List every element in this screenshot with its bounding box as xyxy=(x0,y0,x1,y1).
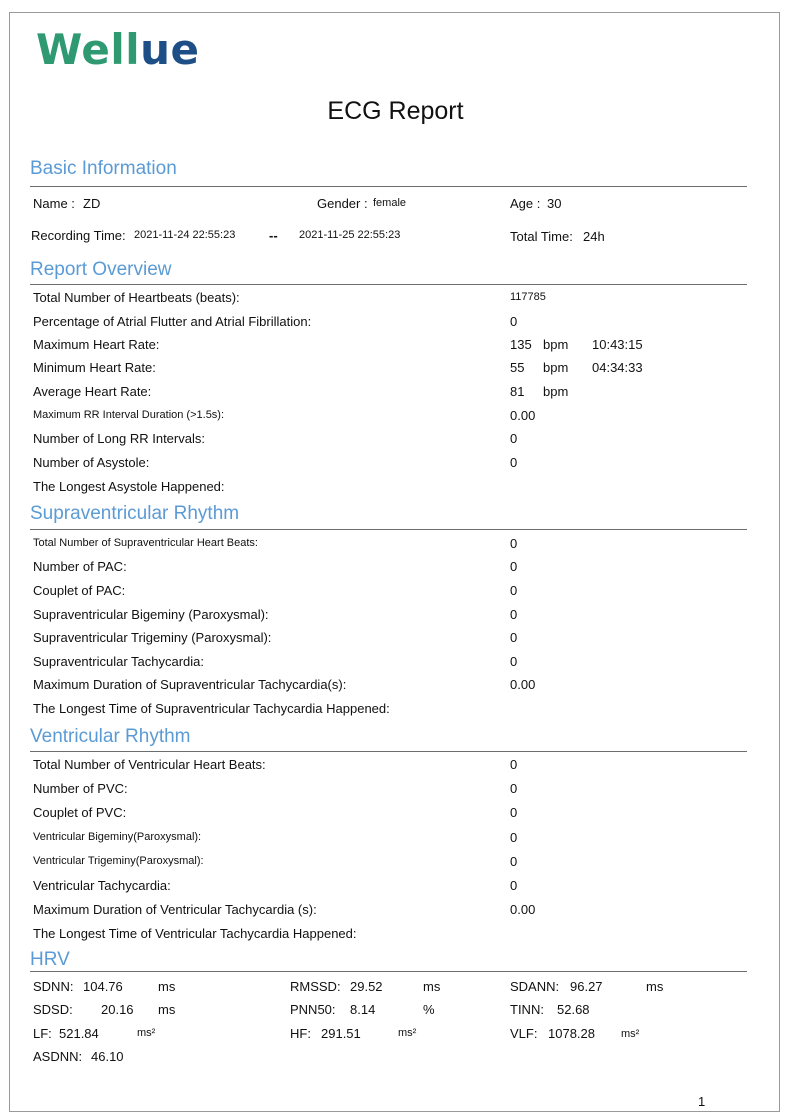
row-label: Total Number of Heartbeats (beats): xyxy=(33,290,240,305)
row-label: Supraventricular Trigeminy (Paroxysmal): xyxy=(33,630,272,645)
name-value: ZD xyxy=(83,196,101,211)
list-item xyxy=(10,583,781,605)
report-overview-heading: Report Overview xyxy=(30,259,172,280)
hf-label: HF: xyxy=(290,1026,311,1041)
vlf-label: VLF: xyxy=(510,1026,538,1041)
supraventricular-heading: Supraventricular Rhythm xyxy=(30,503,240,524)
list-item xyxy=(10,902,781,924)
row-time: 04:34:33 xyxy=(592,360,643,375)
row-label: Supraventricular Bigeminy (Paroxysmal): xyxy=(33,607,269,622)
row-value: 0 xyxy=(510,314,518,329)
name-label: Name : xyxy=(33,196,75,211)
row-value: 0 xyxy=(510,536,518,551)
row-label: The Longest Time of Supraventricular Tachycardia Happened: xyxy=(33,701,390,716)
row-label: Maximum Duration of Supraventricular Tachycardia(s): xyxy=(33,677,347,692)
total-time-value: 24h xyxy=(583,229,605,244)
row-label: Total Number of Ventricular Heart Beats: xyxy=(33,757,266,772)
row-unit: bpm xyxy=(543,384,569,399)
recording-separator: -- xyxy=(269,228,278,243)
sdnn-value: 104.76 xyxy=(83,979,123,994)
list-item xyxy=(10,290,781,312)
list-item xyxy=(10,536,781,558)
page-number: 1 xyxy=(698,1094,706,1109)
row-value: 0 xyxy=(510,607,518,622)
vlf-unit: ms² xyxy=(621,1028,640,1040)
row-label: Minimum Heart Rate: xyxy=(33,360,156,375)
list-item xyxy=(10,654,781,676)
row-value: 117785 xyxy=(510,291,546,303)
row-value: 0 xyxy=(510,654,518,669)
list-item xyxy=(10,677,781,699)
gender-label: Gender : xyxy=(317,196,368,211)
pnn50-unit: % xyxy=(423,1002,435,1017)
row-value: 0 xyxy=(510,583,518,598)
recording-end: 2021-11-25 22:55:23 xyxy=(299,229,401,241)
hrv-heading: HRV xyxy=(30,949,70,970)
row-value: 0 xyxy=(510,455,518,470)
page-title: ECG Report xyxy=(327,97,464,125)
sdnn-unit: ms xyxy=(158,979,176,994)
report-overview-divider xyxy=(30,284,747,285)
row-label: Maximum Heart Rate: xyxy=(33,337,160,352)
row-value: 81 xyxy=(510,384,525,399)
row-label: The Longest Asystole Happened: xyxy=(33,479,225,494)
list-item xyxy=(10,630,781,652)
row-label: Supraventricular Tachycardia: xyxy=(33,654,205,669)
row-value: 135 xyxy=(510,337,532,352)
rmssd-unit: ms xyxy=(423,979,441,994)
pnn50-value: 8.14 xyxy=(350,1002,376,1017)
row-value: 0 xyxy=(510,805,518,820)
row-value: 0.00 xyxy=(510,902,536,917)
row-label: Couplet of PAC: xyxy=(33,583,126,598)
list-item xyxy=(10,781,781,803)
list-item xyxy=(10,360,781,382)
supraventricular-divider xyxy=(30,529,747,530)
row-value: 55 xyxy=(510,360,525,375)
list-item xyxy=(10,607,781,629)
gender-value: female xyxy=(373,197,407,209)
row-label: The Longest Time of Ventricular Tachycardia Happened: xyxy=(33,926,357,941)
sdann-label: SDANN: xyxy=(510,979,560,994)
row-unit: bpm xyxy=(543,337,569,352)
row-value: 0 xyxy=(510,431,518,446)
rmssd-label: RMSSD: xyxy=(290,979,341,994)
asdnn-label: ASDNN: xyxy=(33,1049,83,1064)
lf-value: 521.84 xyxy=(59,1026,99,1041)
list-item xyxy=(10,878,781,900)
list-item xyxy=(10,337,781,359)
row-unit: bpm xyxy=(543,360,569,375)
age-label: Age : xyxy=(510,196,541,211)
list-item xyxy=(10,757,781,779)
ventricular-heading: Ventricular Rhythm xyxy=(30,726,191,747)
row-label: Number of Asystole: xyxy=(33,455,150,470)
list-item xyxy=(10,479,781,501)
basic-info-divider xyxy=(30,186,747,187)
list-item xyxy=(10,701,781,723)
list-item xyxy=(10,854,781,876)
row-value: 0 xyxy=(510,830,518,845)
hf-value: 291.51 xyxy=(321,1026,361,1041)
row-value: 0 xyxy=(510,559,518,574)
row-value: 0 xyxy=(510,854,518,869)
row-time: 10:43:15 xyxy=(592,337,643,352)
row-label: Maximum Duration of Ventricular Tachycardia (s): xyxy=(33,902,317,917)
list-item xyxy=(10,926,781,948)
tinn-value: 52.68 xyxy=(557,1002,590,1017)
row-value: 0 xyxy=(510,781,518,796)
recording-time-label: Recording Time: xyxy=(31,228,126,243)
row-label: Ventricular Tachycardia: xyxy=(33,878,171,893)
row-label: Number of PVC: xyxy=(33,781,128,796)
sdsd-label: SDSD: xyxy=(33,1002,73,1017)
report-page xyxy=(9,12,780,1112)
basic-info-heading: Basic Information xyxy=(30,158,177,179)
sdann-value: 96.27 xyxy=(570,979,603,994)
row-value: 0.00 xyxy=(510,408,536,423)
vlf-value: 1078.28 xyxy=(548,1026,595,1041)
list-item xyxy=(10,455,781,477)
total-time-label: Total Time: xyxy=(510,229,573,244)
logo-text-main: Well xyxy=(36,25,141,74)
sdsd-unit: ms xyxy=(158,1002,176,1017)
row-label: Number of PAC: xyxy=(33,559,127,574)
row-value: 0 xyxy=(510,630,518,645)
sdsd-value: 20.16 xyxy=(101,1002,134,1017)
lf-label: LF: xyxy=(33,1026,52,1041)
sdnn-label: SDNN: xyxy=(33,979,74,994)
row-label: Number of Long RR Intervals: xyxy=(33,431,205,446)
row-value: 0.00 xyxy=(510,677,536,692)
row-label: Couplet of PVC: xyxy=(33,805,127,820)
list-item xyxy=(10,559,781,581)
list-item xyxy=(10,805,781,827)
row-label: Ventricular Trigeminy(Paroxysmal): xyxy=(33,855,204,867)
recording-start: 2021-11-24 22:55:23 xyxy=(134,229,236,241)
sdann-unit: ms xyxy=(646,979,664,994)
age-value: 30 xyxy=(547,196,562,211)
tinn-label: TINN: xyxy=(510,1002,544,1017)
row-value: 0 xyxy=(510,878,518,893)
row-label: Average Heart Rate: xyxy=(33,384,152,399)
wellue-logo xyxy=(36,25,200,74)
list-item xyxy=(10,830,781,852)
row-label: Percentage of Atrial Flutter and Atrial Fibrillation: xyxy=(33,314,312,329)
row-label: Maximum RR Interval Duration (>1.5s): xyxy=(33,409,225,421)
row-label: Total Number of Supraventricular Heart Beats: xyxy=(33,537,258,549)
list-item xyxy=(10,408,781,430)
row-label: Ventricular Bigeminy(Paroxysmal): xyxy=(33,831,202,843)
rmssd-value: 29.52 xyxy=(350,979,383,994)
row-value: 0 xyxy=(510,757,518,772)
list-item xyxy=(10,431,781,453)
hf-unit: ms² xyxy=(398,1027,417,1039)
hrv-divider xyxy=(30,971,747,972)
logo-text-accent: ue xyxy=(140,25,200,74)
lf-unit: ms² xyxy=(137,1027,156,1039)
pnn50-label: PNN50: xyxy=(290,1002,336,1017)
asdnn-value: 46.10 xyxy=(91,1049,124,1064)
list-item xyxy=(10,314,781,336)
ventricular-divider xyxy=(30,751,747,752)
list-item xyxy=(10,384,781,406)
